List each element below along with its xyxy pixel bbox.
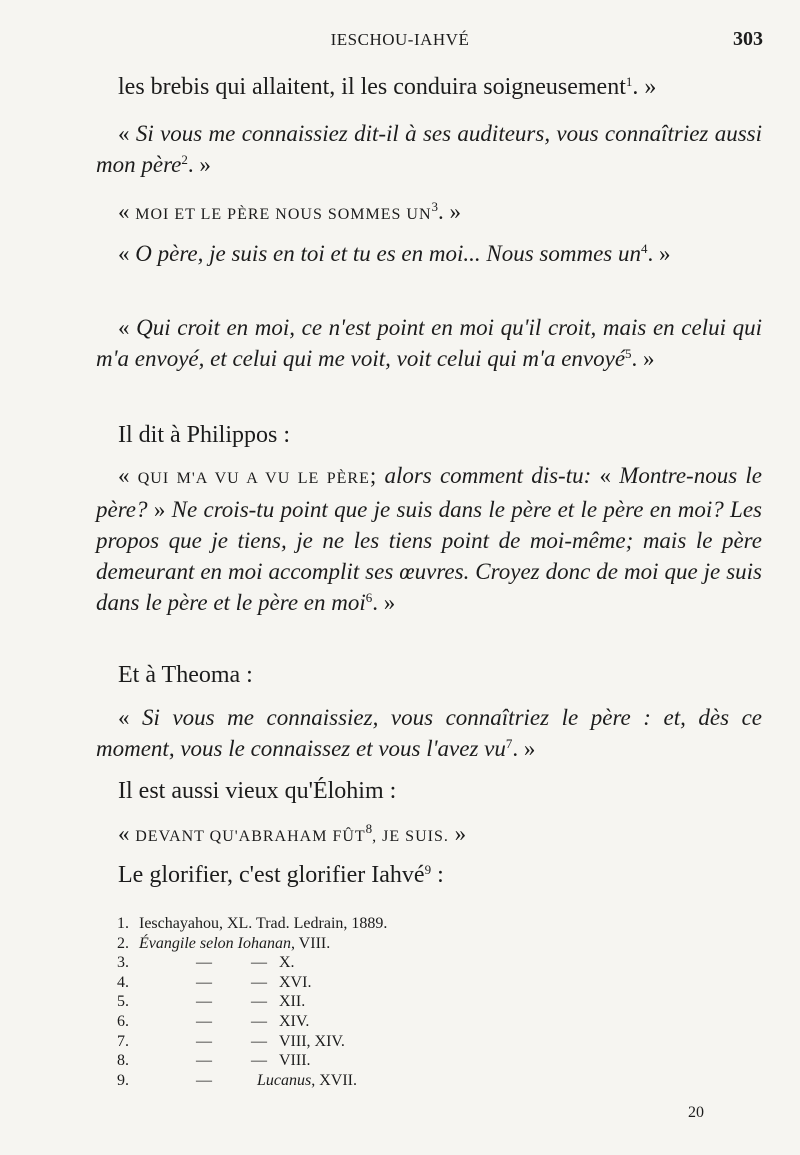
paragraph-7: « QUI M'A VU A VU LE PÈRE; alors comment dis-tu: « Montre-nous le père? » Ne crois-tu point que je suis dans le père et le père en moi? Les propos que je tiens, je ne les tiens point de moi-même; mais le père demeurant en moi accomplit ses œuvres. Croyez donc de moi que je suis dans le père et le père en moi$^6$. » <box>96 463 763 615</box>
page-number: 303 <box>733 28 763 50</box>
paragraph-12: Le glorifier, c'est glorifier Iahvé$^9$ : <box>118 862 444 888</box>
footnote-ref: 9 <box>424 862 432 877</box>
paragraph-9: « Si vous me connaissiez, vous connaîtriez le père : et, dès ce moment, vous le connaissez et vous l'avez $vu^7$. » <box>96 705 763 761</box>
paragraph-4: « O père, je suis en toi et tu es en moi... Nous sommes $un^4$. » <box>118 241 671 266</box>
footnote-4: 4. — — XVI. <box>117 973 312 991</box>
footnote-9: 9. — Lucanus , XVII. <box>117 1071 357 1089</box>
footnote-5: 5. — — XII. <box>117 993 306 1011</box>
footnotes <box>117 914 567 1090</box>
footnote-6: 6. — — XIV. <box>117 1012 310 1030</box>
footnote-ref: 8 <box>365 821 373 836</box>
footnote-ref: 2 <box>181 152 188 167</box>
footnote-ref: 6 <box>365 590 373 605</box>
paragraph-3: « MOI ET LE PÈRE NOUS SOMMES $UN^3$. » <box>118 199 462 224</box>
paragraph-1: les brebis qui allaitent, il les conduira soigneusement$^1$. » <box>118 74 657 100</box>
signature-mark: 20 <box>688 1104 704 1121</box>
paragraph-10: Il est aussi vieux qu'Élohim : <box>118 778 397 804</box>
paragraph-5: « Qui croit en moi, ce n'est point en moi qu'il croit, mais en celui qui m'a envoyé, et celui qui me voit, voit celui qui m'a envoyé$^5$. » <box>96 315 763 371</box>
footnote-7: 7. — — VIII, XIV. <box>117 1032 345 1050</box>
running-title: IESCHOU-IAHVÉ <box>330 30 470 49</box>
paragraph-2: « Si vous me connaissiez dit-il à ses auditeurs, vous connaîtriez aussi mon père$^2$. » <box>96 121 763 177</box>
footnote-3: 3. — — X. <box>117 954 295 972</box>
paragraph-11: « DEVANT QU'ABRAHAM FÛT$^8$, JE SUIS. » <box>118 821 467 846</box>
footnote-ref: 4 <box>640 241 648 256</box>
paragraph-6: Il dit à Philippos : <box>118 422 291 448</box>
footnote-8: 8. — — VIII. <box>117 1052 311 1070</box>
footnote-ref: 5 <box>625 346 632 361</box>
footnote-ref: 7 <box>505 736 513 751</box>
footnote-1: 1. Ieschayahou, XL. Trad. Ledrain, 1889. <box>117 915 388 932</box>
footnote-ref: 1 <box>625 74 633 89</box>
paragraph-8: Et à Theoma : <box>118 662 253 688</box>
footnote-ref: 3 <box>431 199 439 214</box>
footnote-2: 2. Évangile selon Iohanan , VIII. <box>117 934 331 952</box>
